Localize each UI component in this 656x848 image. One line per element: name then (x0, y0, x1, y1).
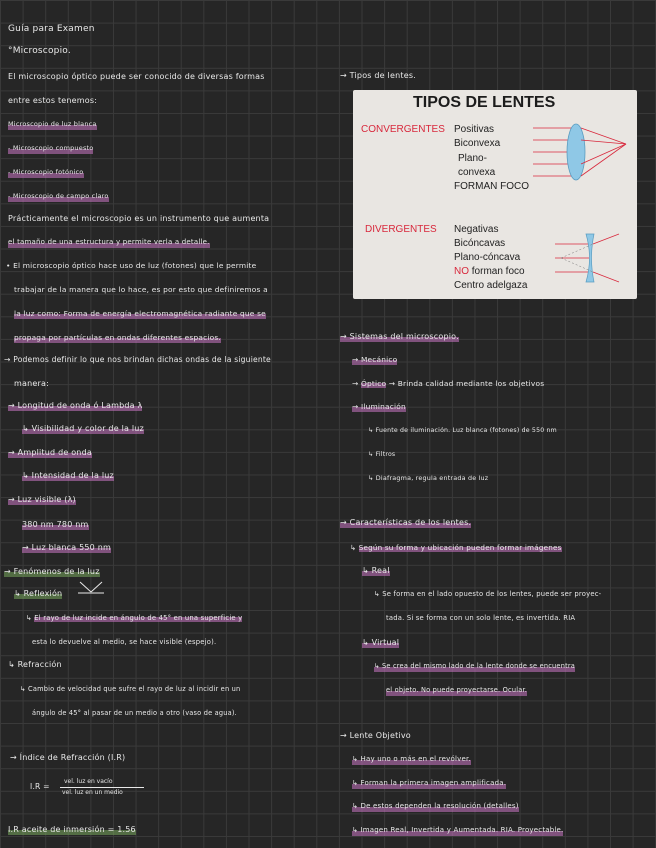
ir-oil: I.R aceite de inmersión = 1.56 (8, 825, 136, 834)
ir-numerator: vel. luz en vacío (64, 778, 113, 785)
refraction-title: ↳ Refracción (8, 660, 62, 669)
objective-item-1: ↳ Hay uno o más en el revólver. (352, 755, 471, 763)
practically-line-1: Prácticamente el microscopio es un instrumento que aumenta (8, 214, 270, 223)
by-shape-line: ↳ Según su forma y ubicación pueden formar imágenes (350, 543, 562, 552)
ir-title: → Índice de Refracción (I.R) (10, 753, 126, 762)
light-line-1: • El microscopio óptico hace uso de luz (fotones) que le permite (6, 261, 257, 270)
amplitude-sub: ↳ Intensidad de la luz (22, 471, 114, 480)
refraction-line-2: ángulo de 45° al pasar de un medio a otro (vaso de agua). (32, 709, 237, 717)
waves-line-2: manera: (14, 379, 49, 388)
illumination-source: ↳ Fuente de iluminación. Luz blanca (fotones) de 550 nm (368, 427, 557, 434)
div-item-5: Centro adelgaza (454, 280, 528, 291)
real-image-title: ↳ Real (362, 566, 390, 575)
ir-formula-label: I.R = (30, 782, 50, 791)
system-illumination: → Iluminación (352, 402, 406, 411)
real-image-line-2: tada. Si se forma con un solo lente, es invertida. RIA (386, 614, 576, 622)
intro-line-2: entre estos tenemos: (8, 96, 98, 105)
div-item-3: Plano-cóncava (454, 252, 521, 263)
div-item-2: Bicóncavas (454, 238, 506, 249)
real-image-line-1: ↳ Se forma en el lado opuesto de los lentes, puede ser proyec- (374, 590, 602, 598)
conv-item-5: FORMAN FOCO (454, 181, 529, 192)
waves-line-1: → Podemos definir lo que nos brindan dichas ondas de la siguiente (4, 355, 271, 364)
lens-card-title: TIPOS DE LENTES (413, 94, 556, 111)
practically-line-2: el tamaño de una estructura y permite verla a detalle. (8, 238, 210, 246)
objective-lens-title: → Lente Objetivo (340, 731, 411, 740)
visible-range: 380 nm 780 nm (22, 520, 89, 529)
reflection-line-1: ↳ El rayo de luz incide en ángulo de 45° en una superficie y (26, 614, 243, 622)
intro-line-1: El microscopio óptico puede ser conocido de diversas formas (8, 72, 265, 81)
objective-item-2: ↳ Forman la primera imagen amplificada. (352, 779, 507, 787)
lens-types-image (353, 90, 637, 299)
microscope-type-4: - Microscopio de campo claro (8, 192, 109, 200)
amplitude: → Amplitud de onda (8, 448, 92, 457)
conv-item-3: Plano- (458, 153, 487, 164)
visible-light: → Luz visible (λ) (8, 495, 76, 504)
objective-item-3: ↳ De estos dependen la resolución (detalles) (352, 802, 519, 810)
microscope-type-2: - Microscopio compuesto (8, 144, 94, 152)
reflection-title: ↳ Reflexión (14, 589, 63, 598)
wavelength-sub: ↳ Visibilidad y color de la luz (22, 424, 144, 433)
reflection-line-2: esta lo devuelve al medio, se hace visible (espejo). (32, 638, 217, 646)
refraction-line-1: ↳ Cambio de velocidad que sufre el rayo de luz al incidir en un (20, 685, 241, 693)
section-title-microscope: °Microscopio. (8, 46, 71, 56)
ir-denominator: vel. luz en un medio (62, 789, 123, 796)
illumination-filters: ↳ Filtros (368, 451, 396, 458)
light-line-3: la luz como: Forma de energía electromagnética radiante que se (14, 309, 266, 318)
div-item-4: NO forman foco (454, 266, 525, 277)
objective-item-4: ↳ Imagen Real, Invertida y Aumentada. RIA. Proyectable. (352, 826, 564, 834)
virtual-image-line-2: el objeto. No puede proyectarse. Ocular. (386, 686, 528, 694)
phenomena-title: → Fenómenos de la luz (4, 567, 100, 576)
virtual-image-title: ↳ Virtual (362, 638, 400, 647)
microscope-type-1: Microscopio de luz blanca (8, 120, 97, 128)
wavelength: → Longitud de onda ó Lambda λ (8, 401, 143, 410)
types-of-lenses-title: → Tipos de lentes. (340, 71, 416, 80)
system-mechanical: → Mecánico (352, 355, 398, 364)
light-line-2: trabajar de la manera que lo hace, es por esto que definiremos a (14, 285, 268, 294)
light-line-4: propaga por partículas en ondas diferentes espacios. (14, 333, 221, 342)
microscope-type-3: - Microscopio fotónico (8, 168, 84, 176)
conv-item-4: convexa (458, 167, 496, 178)
ir-fraction-bar (60, 787, 144, 788)
microscope-systems-title: → Sistemas del microscopio. (340, 332, 459, 341)
illumination-diaphragm: ↳ Diafragma, regula entrada de luz (368, 474, 489, 482)
virtual-image-line-1: ↳ Se crea del mismo lado de la lente donde se encuentra (374, 662, 576, 670)
lens-characteristics-title: → Características de los lentes. (340, 518, 472, 527)
convergentes-label: CONVERGENTES (361, 124, 445, 135)
conv-item-1: Positivas (454, 124, 495, 135)
div-item-1: Negativas (454, 224, 499, 235)
concave-lens-icon (553, 230, 623, 286)
guide-title: Guía para Examen (8, 24, 95, 34)
system-optical: → Óptico → Brinda calidad mediante los objetivos (352, 379, 545, 388)
conv-item-2: Biconvexa (454, 138, 501, 149)
divergentes-label: DIVERGENTES (365, 224, 437, 235)
reflection-diagram-icon (76, 580, 106, 598)
white-light: → Luz blanca 550 nm (22, 543, 111, 552)
convex-lens-icon (531, 118, 631, 188)
